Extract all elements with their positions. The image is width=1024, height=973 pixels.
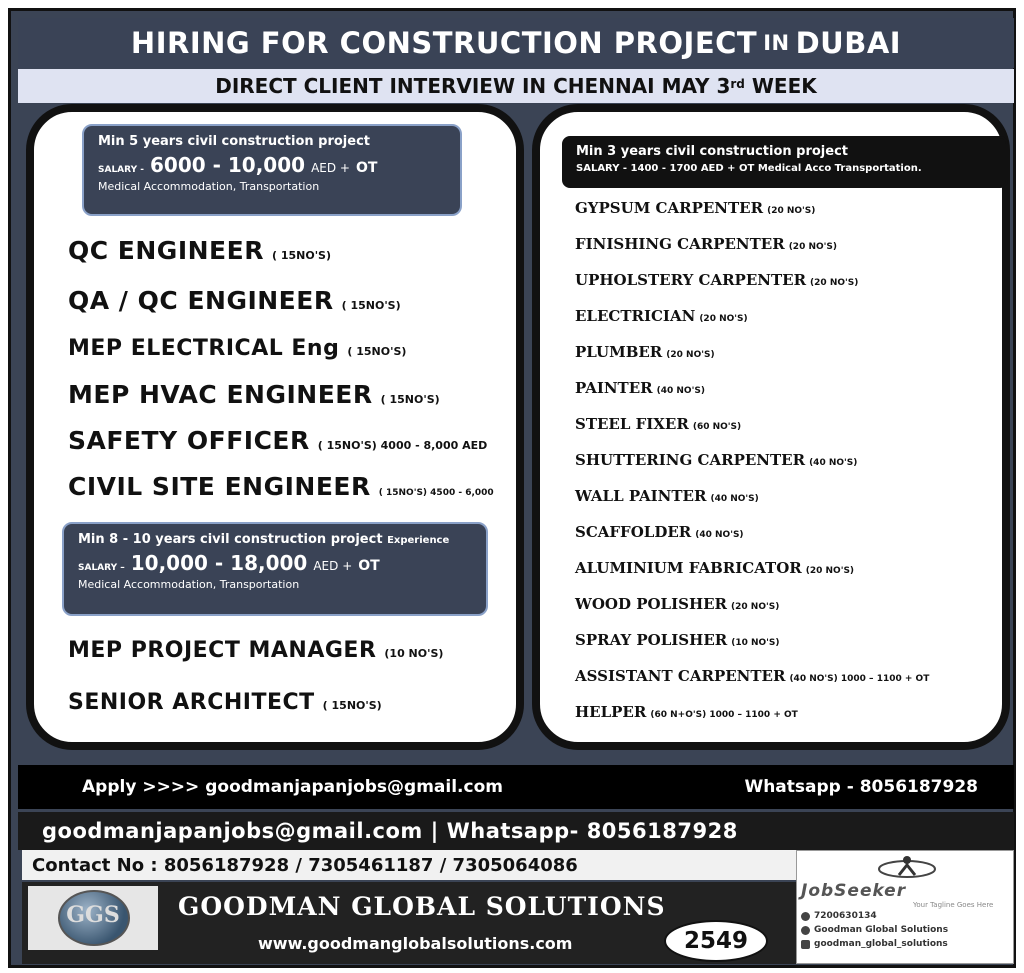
jobseeker-person-icon (877, 855, 937, 879)
salary-amount: 6000 - 10,000 (149, 153, 306, 177)
job-count: (20 NO'S) (731, 602, 780, 612)
company-logo (28, 886, 158, 950)
facebook-icon (801, 926, 810, 935)
salary-ot: OT (355, 160, 378, 176)
job-item (68, 426, 487, 455)
ad-number-badge: 2549 (664, 920, 768, 962)
title-city: DUBAI (795, 26, 902, 60)
phone-icon (801, 912, 810, 921)
website-link[interactable]: www.goodmanglobalsolutions.com (258, 934, 573, 953)
job-count: (60 N+O'S) 1000 – 1100 + OT (650, 710, 798, 720)
job-item (575, 522, 744, 541)
jobseeker-panel (796, 850, 1014, 964)
instagram-icon (801, 940, 810, 949)
job-count: (20 NO'S) (666, 350, 715, 360)
job-count: ( 15NO'S) (271, 249, 332, 262)
jobseeker-tagline: Your Tagline Goes Here (913, 901, 994, 909)
job-name: SAFETY OFFICER (68, 426, 310, 455)
apply-whatsapp[interactable]: Whatsapp - 8056187928 (744, 777, 978, 797)
phone-line (801, 911, 877, 921)
job-item (575, 630, 780, 649)
job-name: SPRAY POLISHER (575, 631, 728, 649)
job-count: (60 NO'S) (692, 422, 742, 432)
facebook-name[interactable]: Goodman Global Solutions (814, 925, 949, 935)
salary-box-senior (82, 124, 462, 216)
job-name: SCAFFOLDER (575, 523, 692, 541)
job-item (575, 702, 798, 721)
title-text: HIRING FOR CONSTRUCTION PROJECT (130, 26, 758, 60)
subtitle (18, 69, 1014, 103)
job-name: MEP ELECTRICAL Eng (68, 336, 340, 361)
phone-number[interactable]: 7200630134 (814, 911, 877, 921)
job-name: SHUTTERING CARPENTER (575, 451, 806, 469)
job-item (68, 286, 401, 315)
job-count: (40 NO'S) 1000 – 1100 + OT (789, 674, 930, 684)
job-item (575, 234, 837, 253)
job-item (575, 378, 705, 397)
job-name: UPHOLSTERY CARPENTER (575, 271, 807, 289)
experience-text (78, 532, 472, 547)
job-count: (20 NO'S) (699, 314, 748, 324)
salary-currency: AED + (311, 161, 350, 175)
contact-numbers[interactable]: Contact No : 8056187928 / 7305461187 / 7305064086 (32, 854, 578, 876)
job-item (575, 306, 748, 325)
job-item (68, 690, 382, 715)
job-count: ( 15NO'S) 4000 - 8,000 AED (317, 439, 488, 452)
email-whatsapp-line[interactable]: goodmanjapanjobs@gmail.com | Whatsapp- 8056187928 (42, 819, 738, 843)
salary-currency: AED + (313, 559, 353, 573)
benefits-text: Medical Accommodation, Transportation (98, 180, 320, 193)
job-count: (10 NO'S) (731, 638, 780, 648)
salary-ot: OT (358, 558, 380, 574)
email-bar (18, 812, 1014, 850)
subtitle-text: DIRECT CLIENT INTERVIEW IN CHENNAI MAY 3 (215, 74, 731, 98)
job-name: MEP HVAC ENGINEER (68, 380, 373, 409)
job-name: QC ENGINEER (68, 236, 264, 265)
salary-label: SALARY - (98, 165, 144, 175)
job-name: CIVIL SITE ENGINEER (68, 472, 371, 501)
instagram-handle[interactable]: goodman_global_solutions (814, 939, 948, 949)
job-name: ELECTRICIAN (575, 307, 696, 325)
job-count: (40 NO'S) (809, 458, 858, 468)
subtitle-sup: rd (730, 77, 745, 91)
job-item (575, 558, 854, 577)
apply-bar (18, 765, 1014, 809)
job-name: QA / QC ENGINEER (68, 286, 334, 315)
job-count: (10 NO'S) (384, 647, 444, 660)
job-count: (40 NO'S) (710, 494, 759, 504)
benefits-text: Medical Accommodation, Transportation (78, 578, 300, 591)
job-count: (20 NO'S) (810, 278, 859, 288)
job-item (575, 666, 929, 685)
job-name: MEP PROJECT MANAGER (68, 638, 377, 663)
job-count: ( 15NO'S) 4500 - 6,000 (378, 488, 494, 498)
experience-extra: Experience (387, 535, 450, 546)
salary-row (78, 551, 472, 575)
facebook-line (801, 925, 948, 935)
job-name: STEEL FIXER (575, 415, 689, 433)
job-count: (20 NO'S) (788, 242, 837, 252)
job-name: WOOD POLISHER (575, 595, 728, 613)
job-name: HELPER (575, 703, 647, 721)
instagram-line (801, 939, 948, 949)
salary-box-trades (562, 136, 1008, 188)
logo-text: GGS (66, 902, 120, 928)
jobseeker-title: JobSeeker (801, 881, 907, 901)
job-name: WALL PAINTER (575, 487, 707, 505)
subtitle-end: WEEK (751, 74, 817, 98)
job-count: (20 NO'S) (767, 206, 816, 216)
salary-text: SALARY - 1400 - 1700 AED + OT Medical Acco Transportation. (576, 163, 922, 174)
page-title (18, 18, 1014, 68)
job-count: ( 15NO'S) (341, 299, 401, 312)
company-name: GOODMAN GLOBAL SOLUTIONS (178, 892, 666, 921)
job-count: ( 15NO'S) (322, 699, 382, 712)
job-item (68, 638, 443, 663)
job-item (575, 414, 741, 433)
job-count: ( 15NO'S) (380, 393, 440, 406)
job-item (575, 342, 715, 361)
salary-label: SALARY – (78, 563, 125, 573)
job-item (575, 594, 779, 613)
job-count: ( 15NO'S) (347, 345, 407, 358)
job-name: PAINTER (575, 379, 653, 397)
job-item (68, 236, 331, 265)
job-item (575, 486, 759, 505)
job-name: SENIOR ARCHITECT (68, 690, 315, 715)
job-count: (40 NO'S) (656, 386, 705, 396)
job-item (68, 380, 440, 409)
job-count: (20 NO'S) (805, 566, 855, 576)
title-in: IN (763, 31, 790, 55)
apply-email[interactable]: Apply >>>> goodmanjapanjobs@gmail.com (82, 777, 503, 797)
job-item (575, 270, 858, 289)
job-name: FINISHING CARPENTER (575, 235, 785, 253)
contact-bar (22, 850, 796, 880)
salary-box-manager (62, 522, 488, 616)
job-item (575, 198, 815, 217)
job-name: ASSISTANT CARPENTER (575, 667, 786, 685)
job-item (68, 472, 494, 501)
job-item (68, 336, 406, 361)
experience-text: Min 3 years civil construction project (576, 144, 848, 159)
salary-row (98, 153, 446, 177)
job-item (575, 450, 857, 469)
job-name: GYPSUM CARPENTER (575, 199, 764, 217)
experience-text: Min 5 years civil construction project (98, 134, 370, 149)
experience-main: Min 8 - 10 years civil construction project (78, 532, 383, 547)
salary-amount: 10,000 - 18,000 (130, 551, 308, 575)
job-count: (40 NO'S) (695, 530, 744, 540)
job-name: ALUMINIUM FABRICATOR (575, 559, 802, 577)
job-name: PLUMBER (575, 343, 663, 361)
